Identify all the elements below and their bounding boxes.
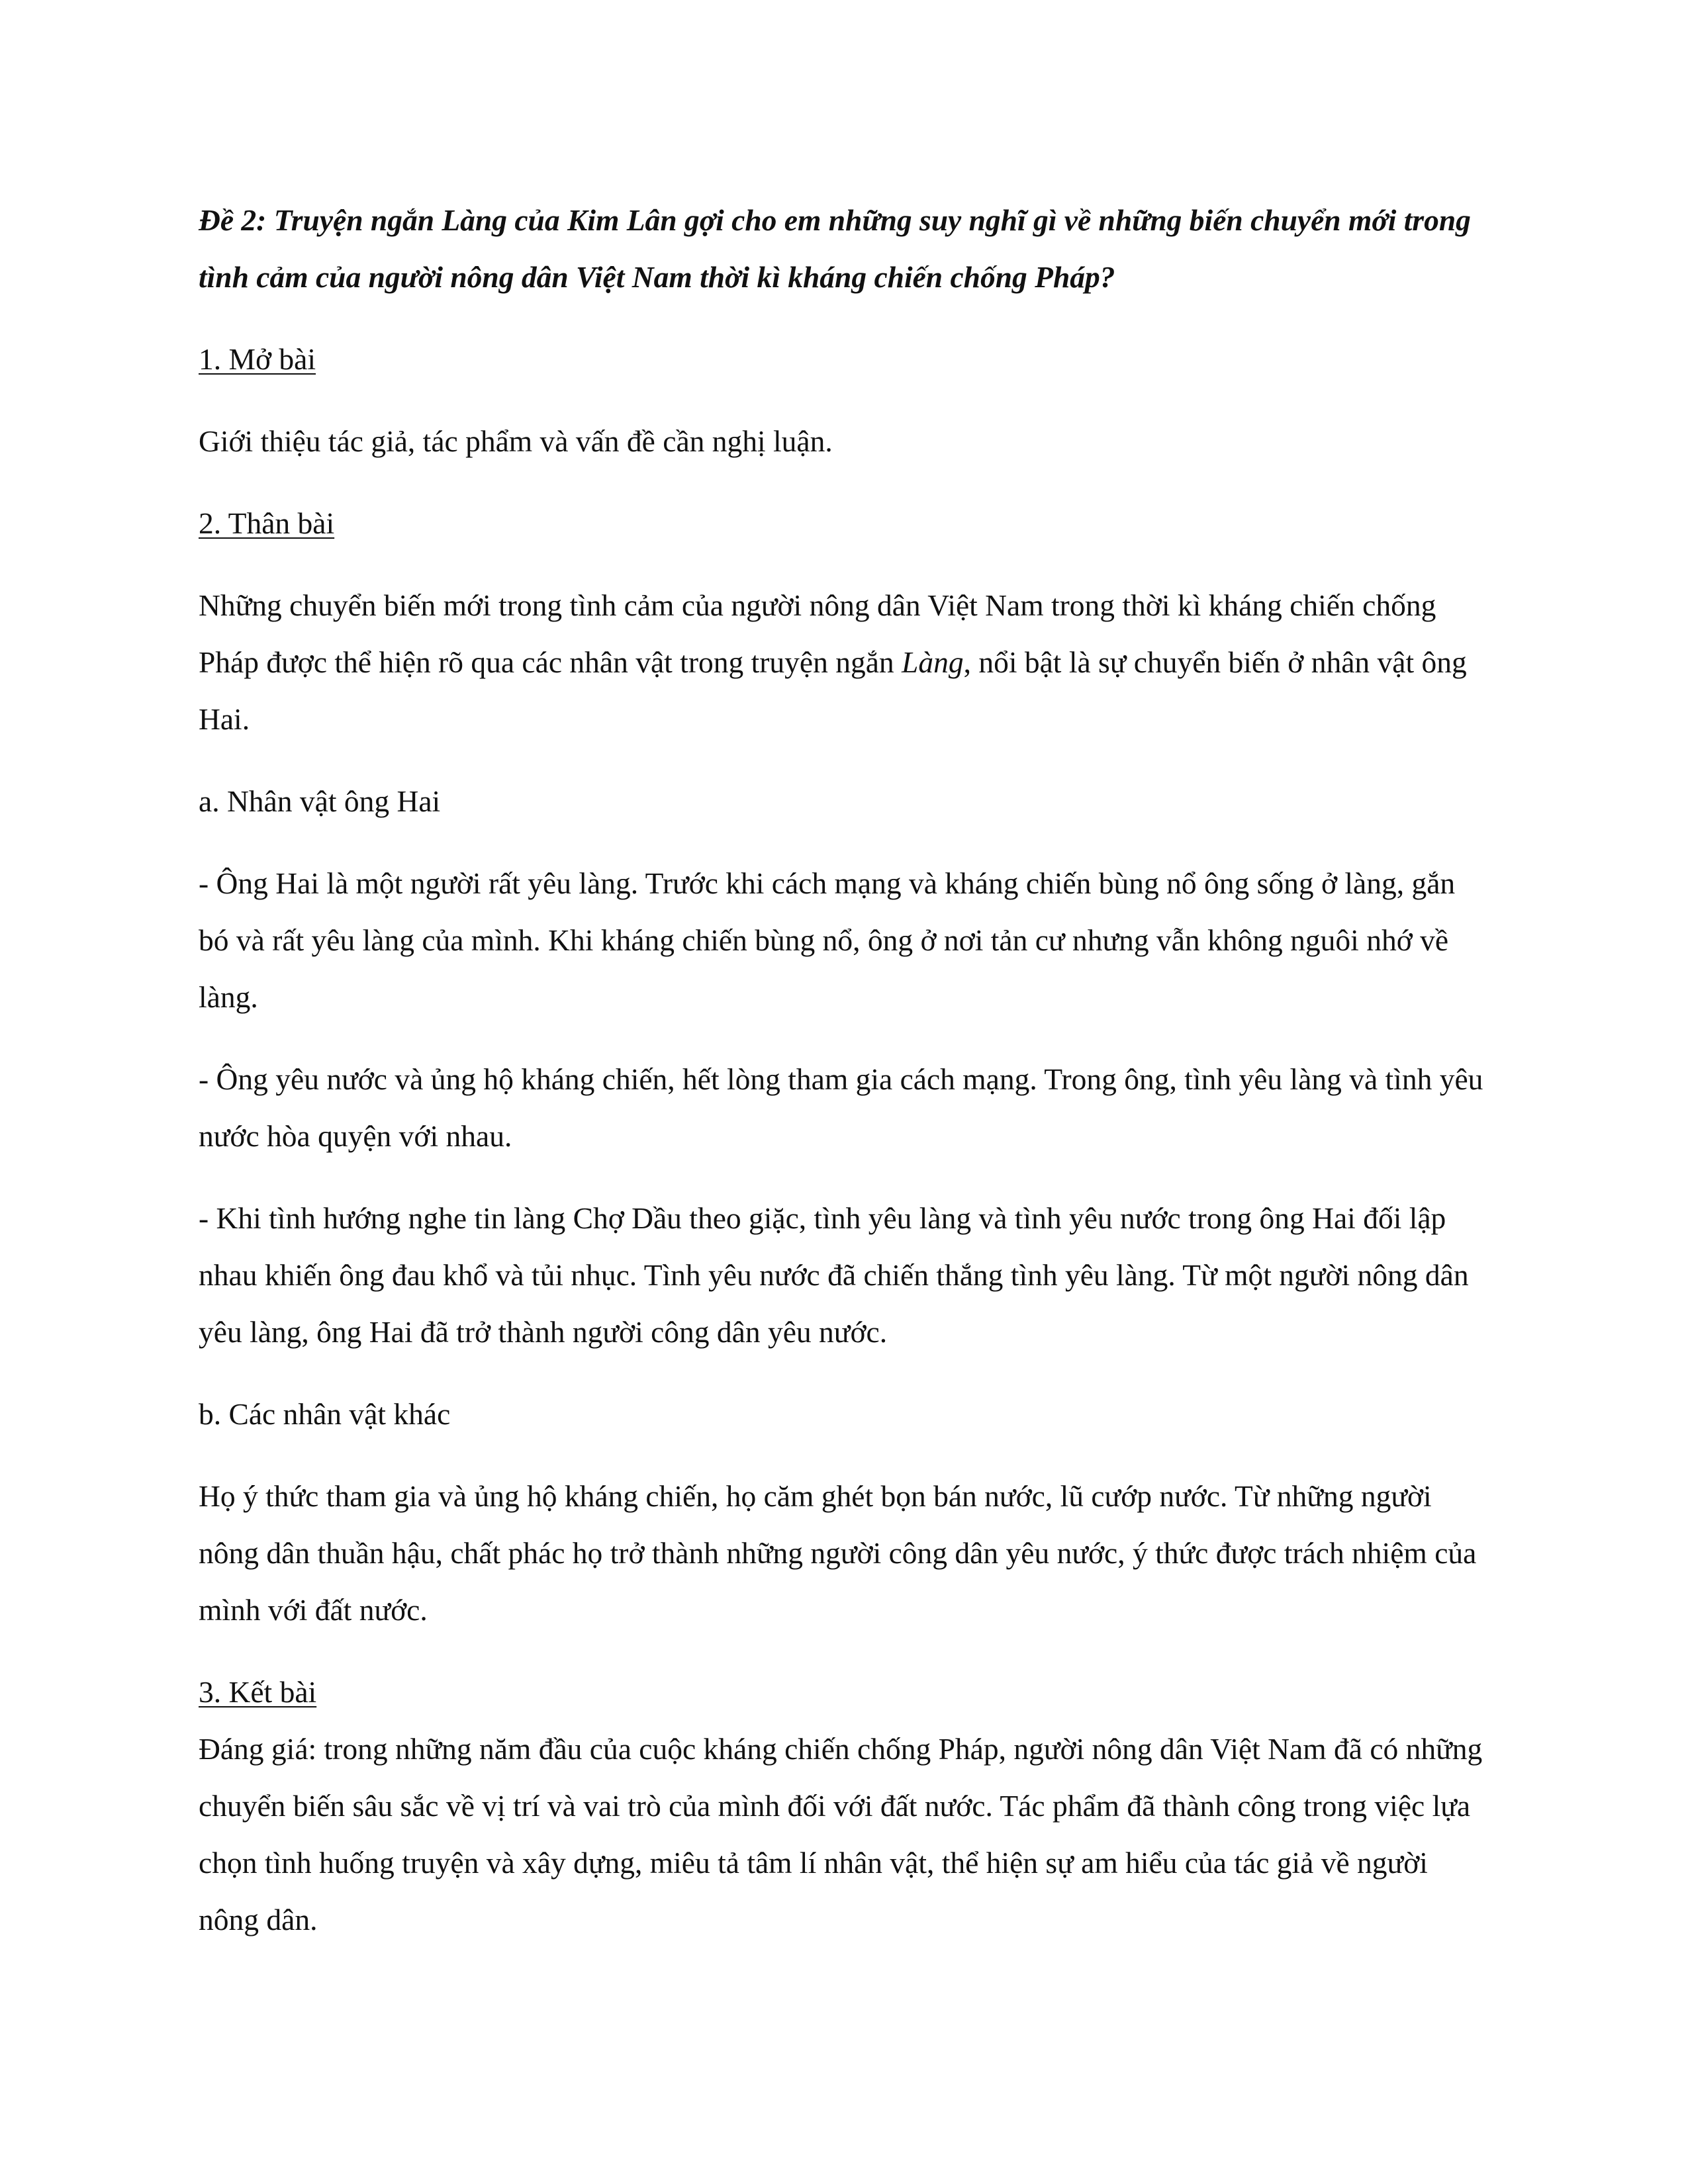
document-page xyxy=(199,192,1489,1974)
ong-hai-point-3: - Khi tình hướng nghe tin làng Chợ Dầu theo giặc, tình yêu làng và tình yêu nước trong ông Hai đối lập nhau khiến ông đau khổ và tủi nhục. Tình yêu nước đã chiến thắng tình yêu làng. Từ một người nông dân yêu làng, ông Hai đã trở thành người công dân yêu nước. xyxy=(199,1201,1469,1349)
section-heading-than-bai xyxy=(199,495,1489,552)
than-bai-intro-before: Những chuyển biến mới trong tình cảm của người nông dân Việt Nam trong thời kì kháng chiến chống Pháp được thể hiện rõ qua các nhân vật trong truyện ngắn xyxy=(199,588,1436,679)
than-bai-intro-italic: Làng xyxy=(902,645,964,679)
than-bai-heading-text: 2. Thân bài xyxy=(199,506,335,540)
essay-title: Đề 2: Truyện ngắn Làng của Kim Lân gợi cho em những suy nghĩ gì về những biến chuyển mới trong tình cảm của người nông dân Việt Nam thời kì kháng chiến chống Pháp? xyxy=(199,203,1471,294)
than-bai-intro xyxy=(199,577,1489,748)
ket-bai-heading-text: 3. Kết bài xyxy=(199,1675,317,1709)
section-heading-mo-bai xyxy=(199,331,1489,388)
than-bai-intro-after: , nổi bật là sự chuyển biến ở nhân vật ông Hai. xyxy=(199,645,1467,736)
sub-heading-b: b. Các nhân vật khác xyxy=(199,1397,451,1431)
ong-hai-point-2: - Ông yêu nước và ủng hộ kháng chiến, hết lòng tham gia cách mạng. Trong ông, tình yêu làng và tình yêu nước hòa quyện với nhau. xyxy=(199,1062,1483,1153)
section-heading-ket-bai xyxy=(199,1664,1489,1721)
ong-hai-point-1: - Ông Hai là một người rất yêu làng. Trước khi cách mạng và kháng chiến bùng nổ ông sống ở làng, gắn bó và rất yêu làng của mình. Khi kháng chiến bùng nổ, ông ở nơi tản cư nhưng vẫn không nguôi nhớ về làng. xyxy=(199,866,1456,1014)
mo-bai-heading-text: 1. Mở bài xyxy=(199,342,316,376)
mo-bai-text: Giới thiệu tác giả, tác phẩm và vấn đề cần nghị luận. xyxy=(199,424,833,458)
ket-bai-text: Đáng giá: trong những năm đầu của cuộc kháng chiến chống Pháp, người nông dân Việt Nam đã có những chuyển biến sâu sắc về vị trí và vai trò của mình đối với đất nước. Tác phẩm đã thành công trong việc lựa chọn tình huống truyện và xây dựng, miêu tả tâm lí nhân vật, thể hiện sự am hiểu của tác giả về người nông dân. xyxy=(199,1732,1483,1936)
sub-heading-a: a. Nhân vật ông Hai xyxy=(199,784,441,818)
other-characters-text: Họ ý thức tham gia và ủng hộ kháng chiến, họ căm ghét bọn bán nước, lũ cướp nước. Từ những người nông dân thuần hậu, chất phác họ trở thành những người công dân yêu nước, ý thức được trách nhiệm của mình với đất nước. xyxy=(199,1479,1477,1627)
